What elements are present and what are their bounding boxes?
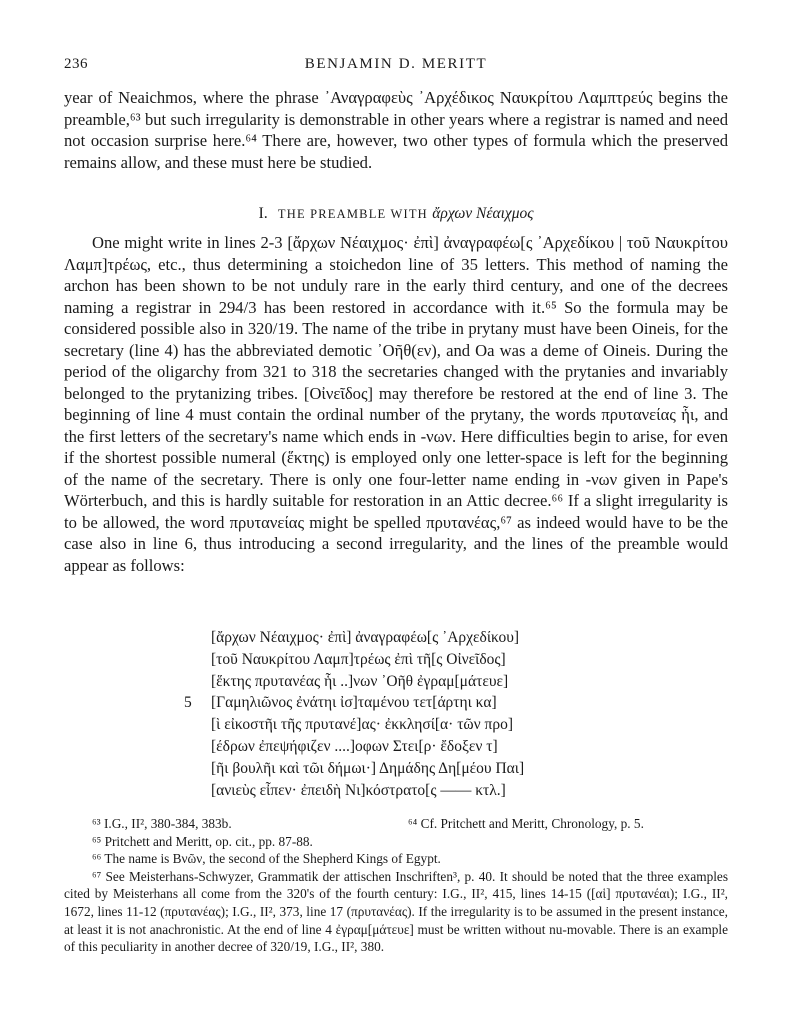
page-header — [64, 56, 728, 80]
line-number: 5 — [184, 694, 192, 712]
inscription-line — [184, 714, 604, 736]
line-text: [ἕκτης πρυτανέας ἧι ..]νων ᾿Οῆθ ἐγραμ[μάτευε] — [211, 672, 509, 690]
section-number: I. — [258, 205, 268, 222]
main-paragraph: One might write in lines 2-3 [ἄρχων Νέαιχμος· ἐπὶ] ἀναγραφέω[ς ᾿Αρχεδίκου | τοῦ Ναυκρίτου Λαμπ]τρέως, etc., thus determining a stoichedon line of 35 letters. This method of naming the archon has been shown to be not unduly rare in the early third century, and one of the decrees naming a registrar in 294/3 has been restored in accordance with it.⁶⁵ So the formula may be considered possible also in 320/19. The name of the tribe in prytany must have been Oineis, for the secretary (line 4) has the abbreviated demotic ᾿Οῆθ(εν), and Oa was a deme of Oineis. During the period of the oligarchy from 321 to 318 the secretaries changed with the prytanies and invariably belonged to the prytanizing tribes. [Οἰνεῖδος] may therefore be restored at the end of line 3. The beginning of line 4 must contain the ordinal number of the prytany, the words πρυτανείας ἧι, and the first letters of the secretary's name which ends in -νων. Here difficulties begin to arise, for even if the shortest possible numeral (ἕκτης) is employed only one letter-space is left for the beginning of the name of the secretary. There is only one four-letter name ending in -νων given in Pape's Wörterbuch, and this is hardly suitable for restoration in an Attic decree.⁶⁶ If a slight irregularity is to be allowed, the word πρυτανείας might be spelled πρυτανέας,⁶⁷ as indeed would have to be the case also in line 6, thus introducing a second irregularity, and the lines of the preamble would appear as follows: — [64, 233, 728, 575]
inscription-line — [184, 649, 604, 671]
footnote-65: ⁶⁵ Pritchett and Meritt, op. cit., pp. 87-88. — [92, 833, 313, 849]
page-number: 236 — [64, 56, 88, 72]
section-title-greek: ἄρχων Νέαιχμος — [432, 205, 534, 222]
footnote-row — [64, 815, 728, 833]
section-title: THE PREAMBLE WITH — [277, 207, 428, 221]
line-text: [ὶ εἰκοστῆι τῆς πρυτανέ]ας· ἐκκλησί[α· τῶν προ] — [211, 716, 513, 734]
inscription-line — [184, 780, 604, 802]
line-text: [ῆι βουλῆι καὶ τῶι δήμωι·] Δημάδης Δη[μέου Παι] — [211, 759, 525, 777]
footnote-64: ⁶⁴ Cf. Pritchett and Meritt, Chronology, p. 5. — [408, 816, 644, 831]
line-text: [Γαμηλιῶνος ἐνάτηι ἰσ]ταμένου τετ[άρτηι κα] — [211, 694, 497, 712]
inscription-line — [184, 692, 604, 714]
main-block — [64, 232, 728, 576]
inscription-line — [184, 671, 604, 693]
inscription-line — [184, 627, 604, 649]
line-text: [έδρων ἐπεψήφιζεν ....]οφων Στει[ρ· ἔδοξεν τ] — [211, 737, 498, 755]
footnote-63: ⁶³ I.G., II², 380-384, 383b. — [92, 816, 232, 831]
inscription-line — [184, 758, 604, 780]
intro-block — [64, 87, 728, 173]
running-head: BENJAMIN D. MERITT — [304, 56, 488, 72]
line-text: [ανιεὺς εἶπεν· ἐπειδὴ Νι]κόστρατο[ς —— κτλ.] — [211, 781, 506, 799]
line-text: [τοῦ Ναυκρίτου Λαμπ]τρέως ἐπὶ τῆ[ς Οἰνεῖδος] — [211, 650, 506, 668]
footnote-66: ⁶⁶ The name is Βνῶν, the second of the Shepherd Kings of Egypt. — [92, 851, 441, 867]
footnote-67: ⁶⁷ See Meisterhans-Schwyzer, Grammatik der attischen Inschriften³, p. 40. It should be noted that the three examples cited by Meisterhans all come from the 320's of the fourth century: I.G., II², 415, lines 14-15 ([αἱ] πρυτανέαι); I.G., II², 1672, lines 11-12 (πρυτανέας); I.G., II², 373, line 17 (πρυτανέας). If the irregularity is to be assumed in the present instance, at least it is not anachronistic. At the end of line 4 ἐγραμ[μάτευε] must be written without nu-movable. There is an example of this peculiarity in another decree of 320/19, I.G., II², 380. — [64, 868, 728, 955]
intro-paragraph: year of Neaichmos, where the phrase ᾿Αναγραφεὺς ᾿Αρχέδικος Ναυκρίτου Λαμπτρεύς begins the preamble,⁶³ but such irregularity is demonstrable in other years where a registrar is named and need not occasion surprise here.⁶⁴ There are, however, two other types of formula which the preserved remains allow, and these must here be studied. — [64, 88, 728, 172]
inscription-line — [184, 736, 604, 758]
footnotes — [64, 815, 728, 956]
inscription-text — [184, 627, 604, 801]
line-text: [ἄρχων Νέαιχμος· ἐπὶ] ἀναγραφέω[ς ᾿Αρχεδίκου] — [211, 629, 520, 646]
section-heading — [64, 205, 728, 223]
